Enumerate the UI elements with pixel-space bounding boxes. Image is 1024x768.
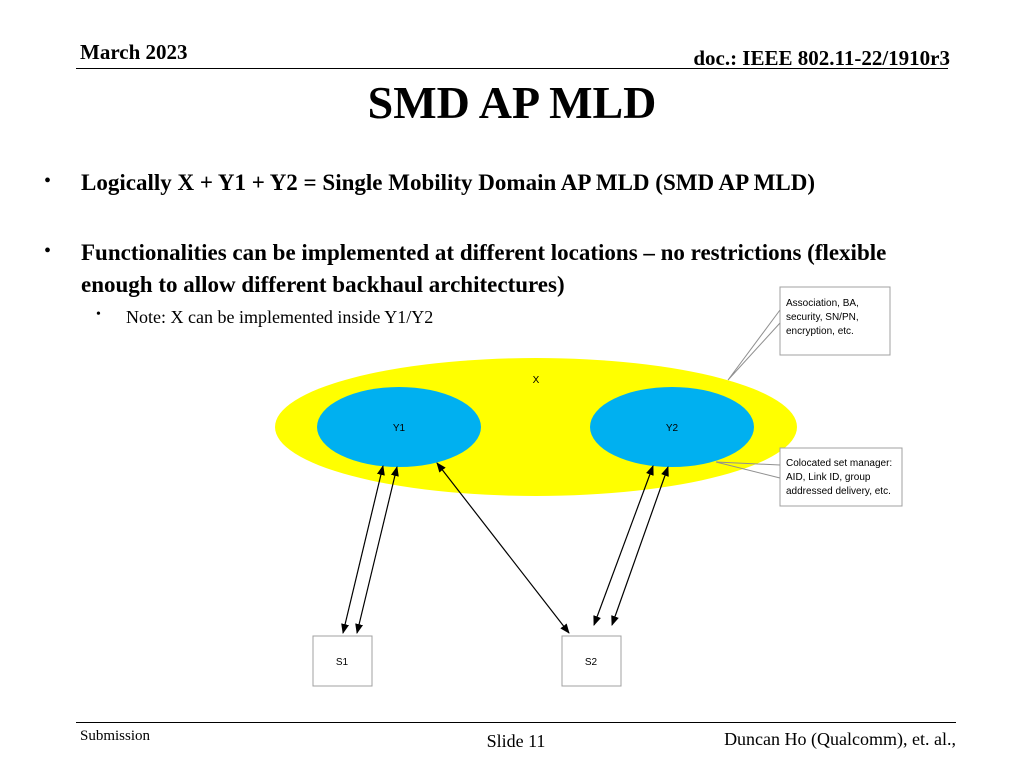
bullet-2: Functionalities can be implemented at different locations – no restrictions (flexible enough to allow different backhaul architectures) [81, 240, 887, 297]
header-doc-id: doc.: IEEE 802.11-22/1910r3 [693, 46, 950, 70]
callout-bottom-line-3: addressed delivery, etc. [786, 486, 891, 497]
sub-bullet-dot: • [96, 307, 101, 322]
label-y2: Y2 [665, 423, 679, 434]
bullet-dot-1: • [44, 170, 52, 192]
bullet-dot-2: • [44, 240, 52, 262]
callout-bottom-line-2: AID, Link ID, group [786, 472, 871, 483]
header-date: March 2023 [80, 40, 188, 64]
label-y1: Y1 [392, 423, 406, 434]
footer-submission: Submission [80, 728, 151, 744]
slide-title: SMD AP MLD [367, 77, 657, 128]
label-s1: S1 [335, 657, 349, 668]
label-s2: S2 [584, 657, 598, 668]
callout-top-line-3: encryption, etc. [786, 326, 854, 337]
bullet-1: Logically X + Y1 + Y2 = Single Mobility Domain AP MLD (SMD AP MLD) [81, 170, 816, 195]
callout-top-line-1: Association, BA, [786, 298, 859, 309]
sub-bullet: Note: X can be implemented inside Y1/Y2 [126, 307, 434, 327]
footer-author: Duncan Ho (Qualcomm), et. al., [724, 729, 956, 749]
label-x: X [532, 375, 540, 386]
footer-slide-number: Slide 11 [486, 731, 546, 751]
callout-top-line-2: security, SN/PN, [786, 312, 859, 323]
callout-bottom-line-1: Colocated set manager: [786, 458, 893, 469]
callout-top-pointer [728, 310, 780, 380]
footer-rule [76, 722, 956, 723]
